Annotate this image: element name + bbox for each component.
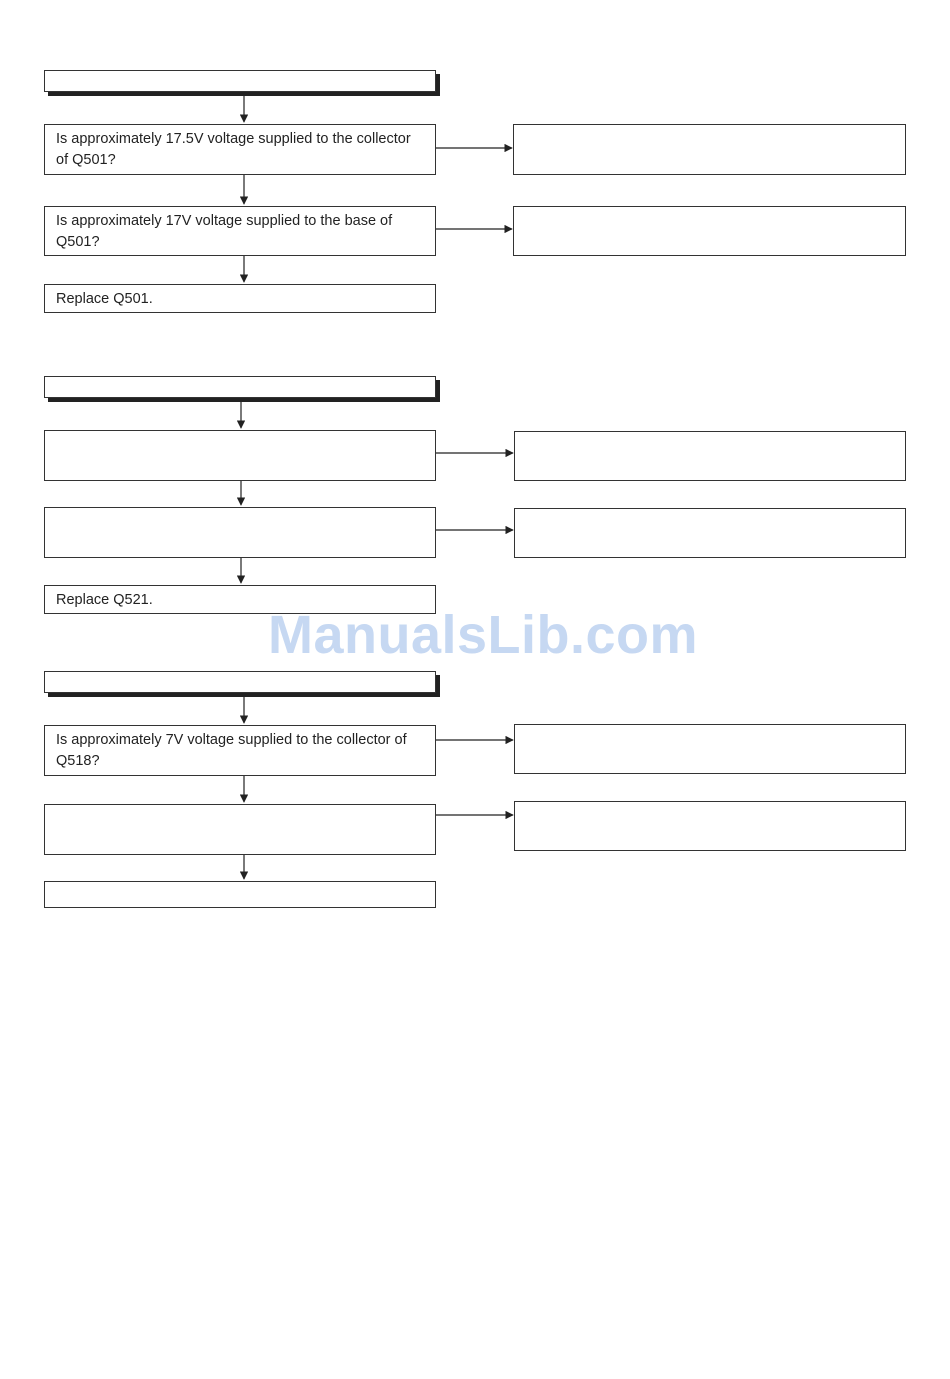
flow1-question-1: Is approximately 17.5V voltage supplied to the collector of Q501? (44, 124, 436, 175)
flow3-answer-1 (514, 724, 906, 774)
flow3-question-2 (44, 804, 436, 855)
flow2-answer-1 (514, 431, 906, 481)
flow2-result: Replace Q521. (44, 585, 436, 614)
flow1-result: Replace Q501. (44, 284, 436, 313)
flow1-header (44, 70, 436, 92)
flow1-answer-1 (513, 124, 906, 175)
flow1-question-2: Is approximately 17V voltage supplied to the base of Q501? (44, 206, 436, 256)
flow2-question-2 (44, 507, 436, 558)
flow3-header (44, 671, 436, 693)
flow1-answer-2 (513, 206, 906, 256)
flow2-question-1 (44, 430, 436, 481)
flow2-header (44, 376, 436, 398)
flow3-result (44, 881, 436, 908)
watermark: ManualsLib.com (268, 605, 699, 665)
flow3-answer-2 (514, 801, 906, 851)
flow2-answer-2 (514, 508, 906, 558)
flow3-question-1: Is approximately 7V voltage supplied to the collector of Q518? (44, 725, 436, 776)
